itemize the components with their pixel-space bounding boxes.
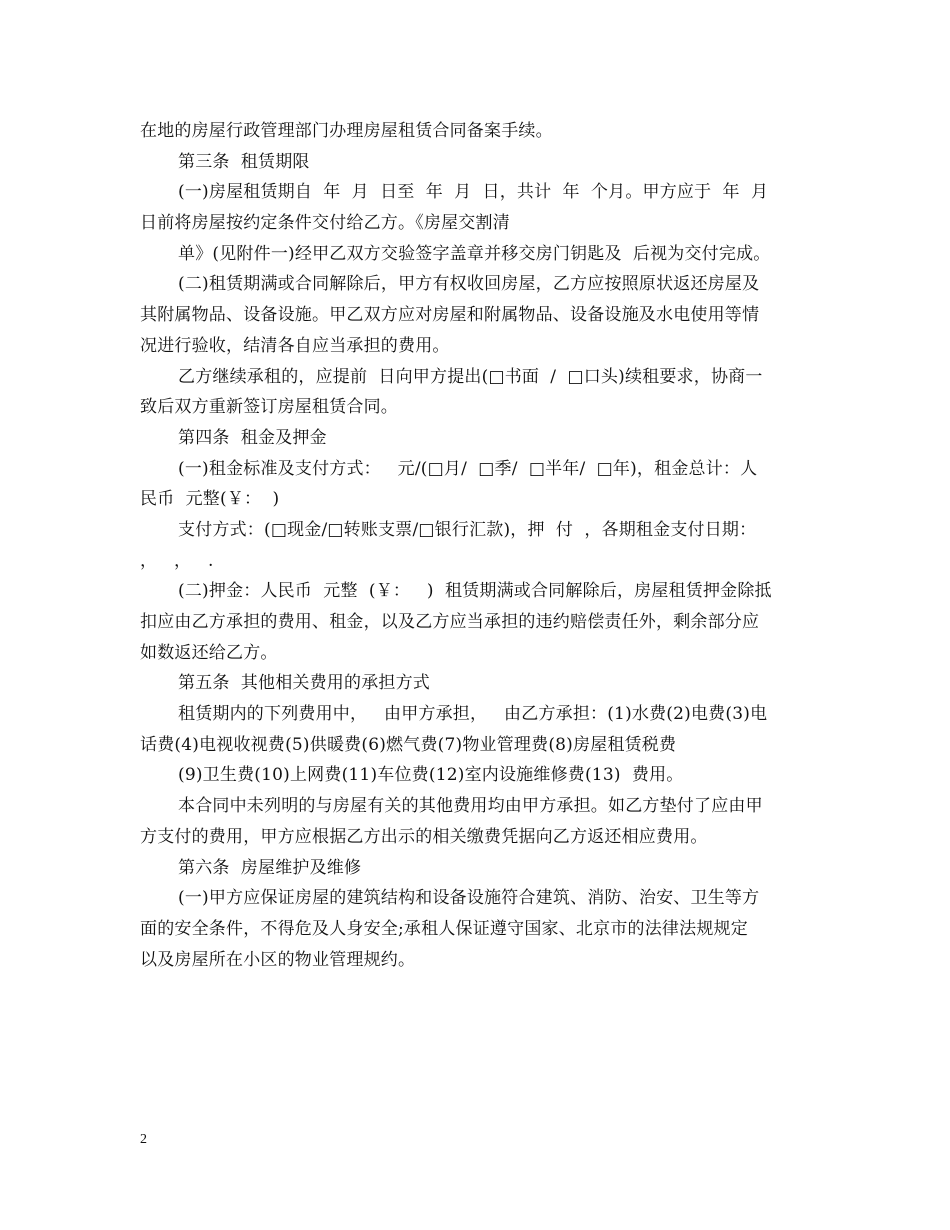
text-line: 第四条 租金及押金: [178, 427, 327, 448]
text-line: (一)甲方应保证房屋的建筑结构和设备设施符合建筑、消防、治安、卫生等方: [178, 888, 760, 909]
text-line: 民币 元整(￥： ): [140, 489, 280, 510]
text-line: 单》(见附件一)经甲乙双方交验签字盖章并移交房门钥匙及 后视为交付完成。: [178, 243, 771, 264]
text-line: 方支付的费用，甲方应根据乙方出示的相关缴费凭据向乙方返还相应费用。: [140, 826, 708, 847]
text-line: (一)房屋租赁期自 年 月 日至 年 月 日，共计 年 个月。甲方应于 年 月: [178, 182, 769, 203]
text-line: 以及房屋所在小区的物业管理规约。: [140, 949, 416, 970]
text-line: 在地的房屋行政管理部门办理房屋租赁合同备案手续。: [140, 121, 553, 141]
text-line: 致后双方重新签订房屋租赁合同。: [140, 397, 398, 418]
text-line: ， ， .: [140, 550, 214, 571]
text-line: 本合同中未列明的与房屋有关的其他费用均由甲方承担。如乙方垫付了应由甲: [178, 796, 763, 817]
text-line: 第五条 其他相关费用的承担方式: [178, 673, 431, 694]
text-line: 第三条 租赁期限: [178, 151, 310, 172]
text-line: (9)卫生费(10)上网费(11)车位费(12)室内设施维修费(13) 费用。: [178, 765, 684, 786]
page-number: 2: [140, 1132, 147, 1147]
text-line: (二)押金：人民币 元整 (￥： ) 租赁期满或合同解除后，房屋租赁押金除抵: [178, 581, 772, 602]
text-line: 支付方式：(□现金/□转账支票/□银行汇款)，押 付 ，各期租金支付日期：: [178, 519, 757, 540]
text-line: (一)租金标准及支付方式： 元/(□月/ □季/ □半年/ □年)，租金总计：人: [178, 458, 758, 479]
text-line: (二)租赁期满或合同解除后，甲方有权收回房屋，乙方应按照原状返还房屋及: [178, 274, 760, 295]
text-line: 面的安全条件，不得危及人身安全;承租人保证遵守国家、北京市的法律法规规定: [140, 918, 748, 939]
text-line: 况进行验收，结清各自应当承担的费用。: [140, 335, 450, 356]
text-line: 话费(4)电视收视费(5)供暖费(6)燃气费(7)物业管理费(8)房屋租赁税费: [140, 734, 677, 755]
text-line: 如数返还给乙方。: [140, 642, 278, 663]
text-line: 第六条 房屋维护及维修: [178, 857, 362, 878]
text-line: 其附属物品、设备设施。甲乙双方应对房屋和附属物品、设备设施及水电使用等情: [140, 305, 760, 326]
text-line: 租赁期内的下列费用中， 由甲方承担， 由乙方承担：(1)水费(2)电费(3)电: [178, 704, 768, 725]
contract-body: [140, 116, 816, 975]
text-line: 日前将房屋按约定条件交付给乙方。《房屋交割清: [140, 213, 510, 234]
text-line: 乙方继续承租的，应提前 日向甲方提出(□书面 / □口头)续租要求，协商一: [178, 366, 763, 387]
text-line: 扣应由乙方承担的费用、租金，以及乙方应当承担的违约赔偿责任外，剩余部分应: [140, 612, 760, 632]
